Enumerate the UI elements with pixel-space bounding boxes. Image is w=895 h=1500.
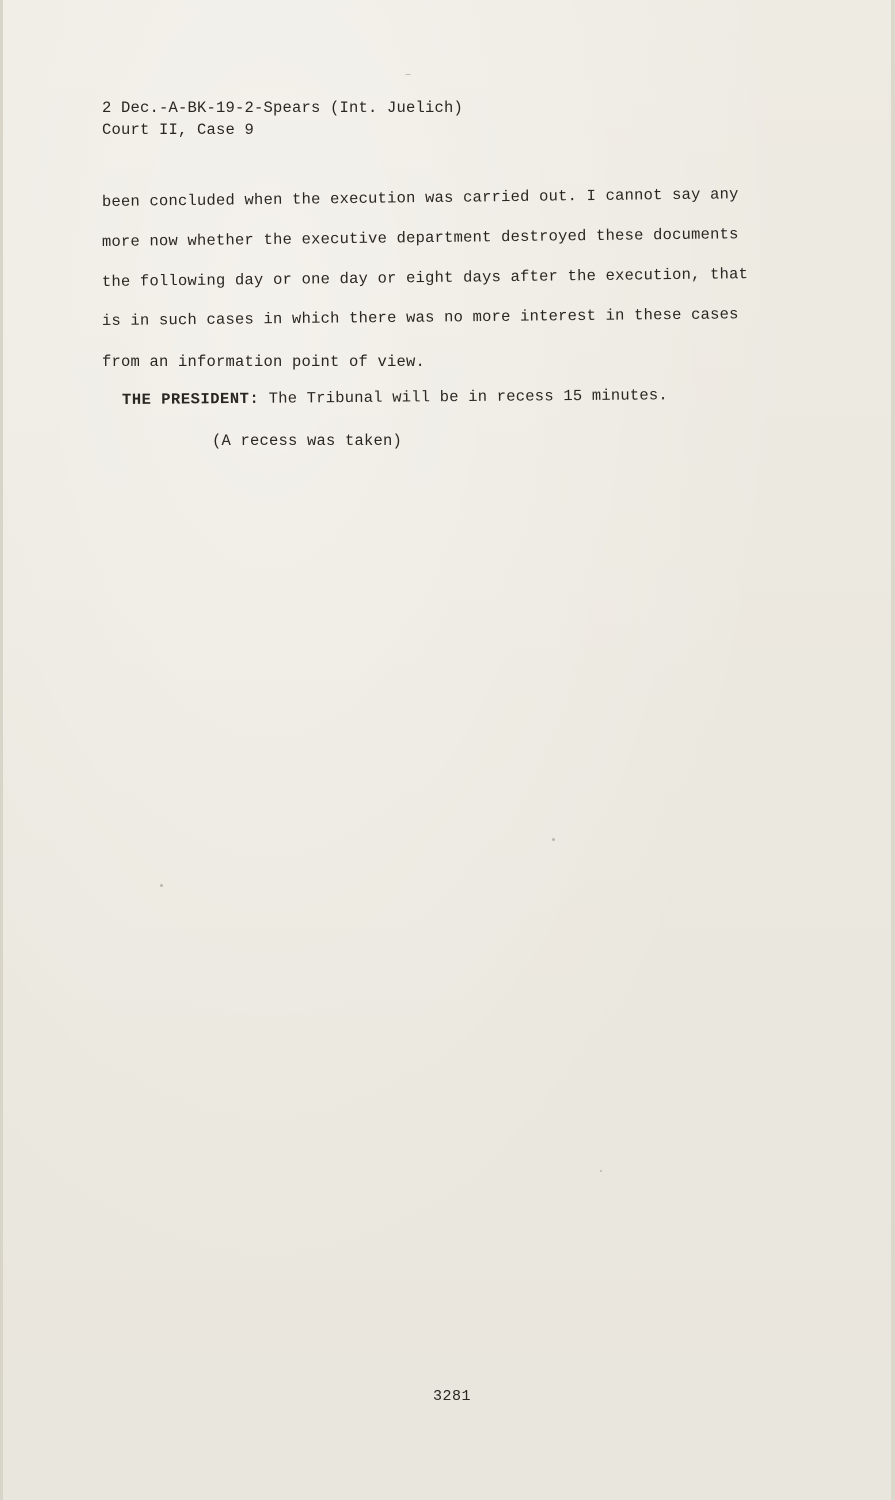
recess-note: (A recess was taken) [212,432,403,450]
president-statement: The Tribunal will be in recess 15 minutes. [268,386,668,408]
header-session-line: 2 Dec.-A-BK-19-2-Spears (Int. Juelich) [102,99,464,117]
speaker-label: THE PRESIDENT: [121,389,260,409]
paper-speck [552,838,555,841]
body-line-2: more now whether the executive department destroyed these documents [101,225,739,251]
page-right-edge [891,0,895,1500]
body-line-5: from an information point of view. [102,353,426,371]
body-line-1: been concluded when the execution was carried out. I cannot say any [101,185,739,211]
body-line-4: is in such cases in which there was no more interest in these cases [101,305,739,330]
president-statement-line [122,385,668,410]
paper-speck [160,884,163,887]
paper-speck [600,1170,602,1172]
header-court-line: Court II, Case 9 [102,121,255,139]
paper-speck [405,74,411,75]
body-line-3: the following day or one day or eight days after the execution, that [101,265,749,291]
page-left-edge [0,0,3,1500]
page-number: 3281 [433,1388,472,1405]
